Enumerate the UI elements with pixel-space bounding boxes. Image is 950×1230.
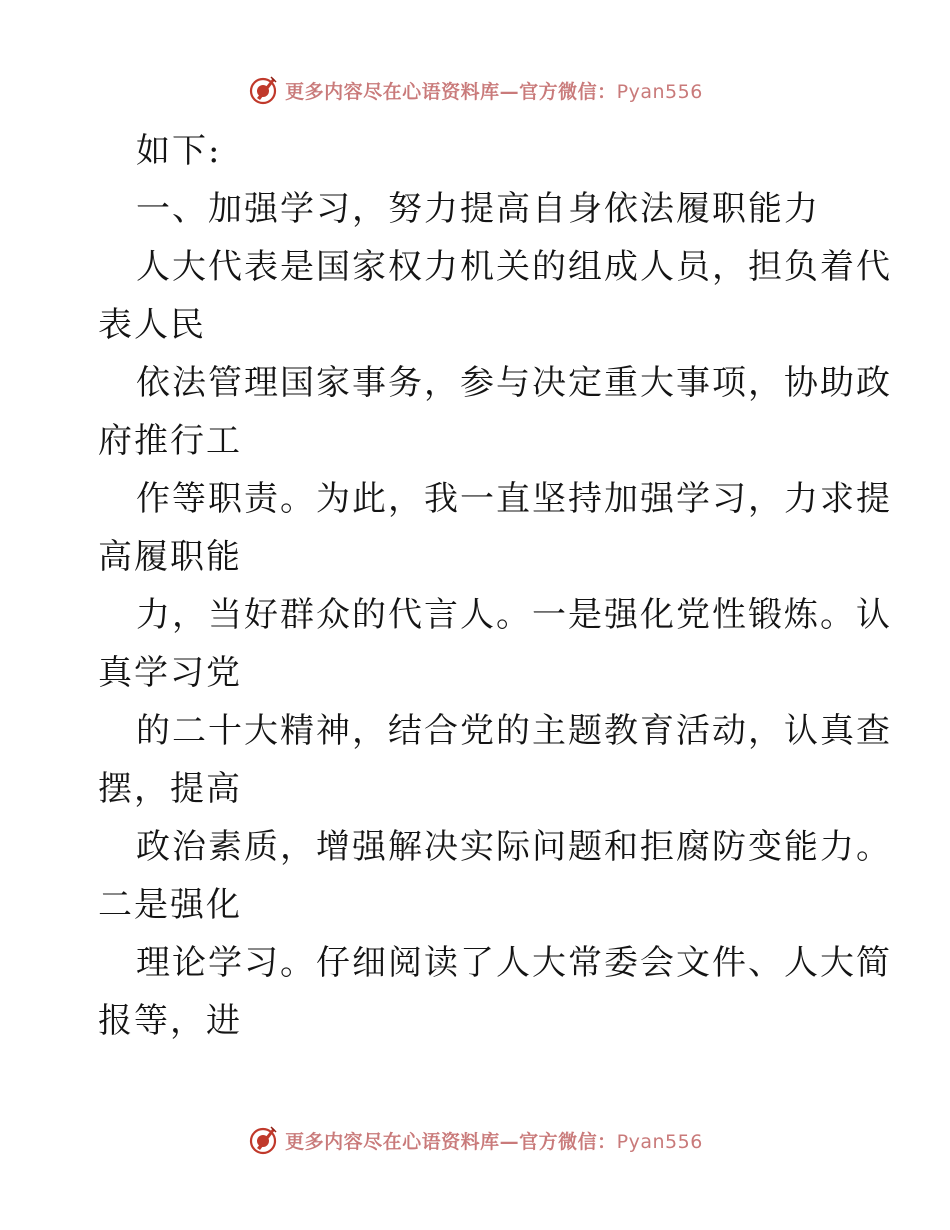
paragraph-line: 表人民 [98, 305, 206, 345]
banner-text: 更多内容尽在心语资料库—官方微信：Pyan556 [285, 80, 703, 103]
paragraph-line: 力，当好群众的代言人。一是强化党性锻炼。认 [136, 595, 892, 635]
red-quill-seal-icon [247, 1124, 279, 1156]
header-banner [0, 70, 950, 110]
paragraph-line: 的二十大精神，结合党的主题教育活动，认真查 [136, 711, 892, 751]
paragraph-line: 真学习党 [98, 653, 242, 693]
red-quill-seal-icon [247, 74, 279, 106]
wechat-id: Pyan556 [616, 80, 703, 103]
paragraph-line: 高履职能 [98, 537, 242, 577]
paragraph-line: 理论学习。仔细阅读了人大常委会文件、人大简 [136, 943, 892, 983]
paragraph-line: 依法管理国家事务，参与决定重大事项，协助政 [136, 363, 892, 403]
paragraph-line: 如下: [136, 131, 222, 171]
banner-text: 更多内容尽在心语资料库—官方微信：Pyan556 [285, 1130, 703, 1153]
paragraph-line: 一、加强学习，努力提高自身依法履职能力 [136, 189, 820, 229]
document-body [98, 122, 892, 1050]
paragraph-line: 报等，进 [98, 1001, 242, 1041]
paragraph-line: 人大代表是国家权力机关的组成人员，担负着代 [136, 247, 892, 287]
footer-banner [0, 1120, 950, 1160]
paragraph-line: 府推行工 [98, 421, 242, 461]
paragraph-line: 作等职责。为此，我一直坚持加强学习，力求提 [136, 479, 892, 519]
paragraph-line: 政治素质，增强解决实际问题和拒腐防变能力。 [136, 827, 892, 867]
paragraph-line: 摆，提高 [98, 769, 242, 809]
wechat-id: Pyan556 [616, 1130, 703, 1153]
paragraph-line: 二是强化 [98, 885, 242, 925]
